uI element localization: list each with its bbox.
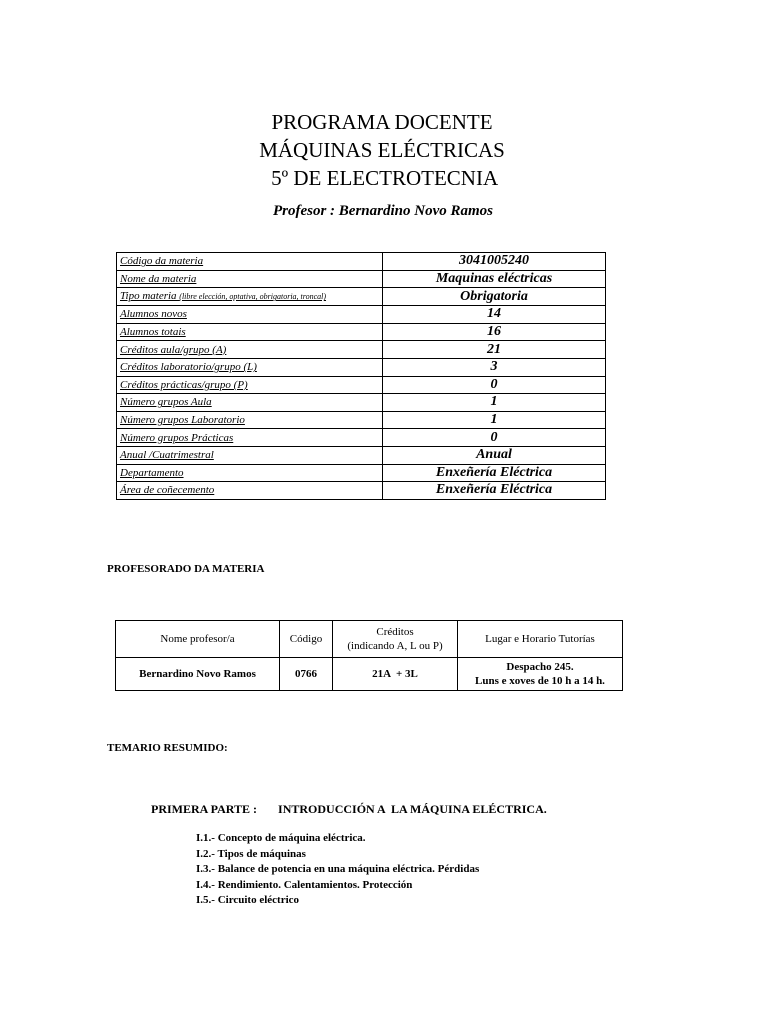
info-value: 14 (383, 306, 606, 324)
info-label-text: Nome da materia (120, 272, 197, 285)
info-label-text: Número grupos Aula (120, 396, 212, 409)
table-row (117, 341, 606, 359)
info-label-text: Número grupos Laboratorio (120, 414, 245, 427)
table-row (117, 464, 606, 482)
parte-title: INTRODUCCIÓN A LA MÁQUINA ELÉCTRICA. (278, 802, 547, 816)
info-value: 3 (383, 358, 606, 376)
prof-nome: Bernardino Novo Ramos (116, 658, 280, 691)
info-label (117, 429, 383, 447)
info-label-text: Departamento (120, 466, 184, 479)
table-row (117, 270, 606, 288)
info-value: 21 (383, 341, 606, 359)
prof-lugar-line2: Luns e xoves de 10 h a 14 h. (475, 675, 605, 687)
professor-name: Profesor : Bernardino Novo Ramos (272, 203, 493, 219)
info-label-text: Alumnos novos (120, 308, 187, 321)
info-label (117, 482, 383, 500)
info-label-text: Número grupos Prácticas (120, 431, 234, 444)
info-label (117, 464, 383, 482)
info-label-text: Área de coñecemento (120, 484, 215, 497)
parte-heading (151, 802, 547, 817)
table-row (117, 411, 606, 429)
table-row (117, 446, 606, 464)
info-label (117, 270, 383, 288)
info-label (117, 253, 383, 271)
info-value: 3041005240 (383, 253, 606, 271)
info-label (117, 411, 383, 429)
list-item: I.4.- Rendimiento. Calentamientos. Protección (196, 878, 413, 891)
table-row (117, 288, 606, 306)
info-value: 1 (383, 394, 606, 412)
info-value: Anual (383, 446, 606, 464)
info-value: Enxeñería Eléctrica (383, 482, 606, 500)
profesorado-table (115, 620, 623, 691)
info-label-text: Créditos prácticas/grupo (P) (120, 378, 248, 391)
info-label-text: Anual /Cuatrimestral (120, 449, 214, 462)
info-value: Enxeñería Eléctrica (383, 464, 606, 482)
info-label-text: Tipo materia (120, 290, 180, 303)
table-row (116, 658, 623, 691)
list-item: I.3.- Balance de potencia en una máquina eléctrica. Pérdidas (196, 863, 480, 875)
info-value: 1 (383, 411, 606, 429)
info-value: Maquinas eléctricas (383, 270, 606, 288)
info-label-text: Alumnos totais (120, 326, 186, 339)
info-value: 0 (383, 376, 606, 394)
info-label (117, 358, 383, 376)
temario-heading: TEMARIO RESUMIDO: (107, 742, 228, 754)
topic-list (196, 831, 479, 909)
info-label-note: (libre elección, optativa, obrigatoria, troncal) (179, 292, 327, 302)
prof-lugar (458, 658, 623, 691)
table-row (117, 482, 606, 500)
parte-label: PRIMERA PARTE : (151, 802, 258, 816)
col-creditos-header-line1: Créditos (376, 626, 414, 638)
table-row (117, 358, 606, 376)
table-row (117, 376, 606, 394)
prof-lugar-line1: Despacho 245. (506, 661, 574, 673)
info-value: 16 (383, 323, 606, 341)
info-label-text: Créditos aula/grupo (A) (120, 343, 227, 356)
info-label-text: Créditos laboratorio/grupo (L) (120, 361, 257, 374)
list-item: I.1.- Concepto de máquina eléctrica. (196, 832, 366, 844)
col-codigo-header: Código (280, 621, 333, 658)
course-info-body (117, 253, 606, 500)
col-nome-header: Nome profesor/a (116, 621, 280, 658)
table-row (117, 323, 606, 341)
title-line-1: PROGRAMA DOCENTE (271, 110, 493, 134)
course-info-table (116, 252, 606, 500)
prof-creditos: 21A + 3L (333, 658, 458, 691)
info-label-text: Código da materia (120, 255, 204, 268)
table-row (117, 394, 606, 412)
info-label (117, 341, 383, 359)
title-line-3: 5º DE ELECTROTECNIA (265, 166, 499, 190)
info-label (117, 288, 383, 306)
info-label (117, 446, 383, 464)
list-item: I.2.- Tipos de máquinas (196, 847, 306, 860)
prof-codigo: 0766 (280, 658, 333, 691)
info-value: Obrigatoria (383, 288, 606, 306)
col-lugar-header: Lugar e Horario Tutorías (458, 621, 623, 658)
profesorado-heading: PROFESORADO DA MATERIA (107, 563, 265, 575)
col-creditos-header-line2: (indicando A, L ou P) (347, 640, 443, 652)
col-creditos-header (333, 621, 458, 658)
info-label (117, 323, 383, 341)
info-label (117, 394, 383, 412)
table-row (117, 429, 606, 447)
document-title (0, 108, 768, 192)
profesorado-header-row (116, 621, 623, 658)
info-value: 0 (383, 429, 606, 447)
table-row (117, 306, 606, 324)
title-line-2: MÁQUINAS ELÉCTRICAS (259, 138, 505, 162)
table-row (117, 253, 606, 271)
info-label (117, 306, 383, 324)
list-item: I.5.- Circuito eléctrico (196, 894, 300, 906)
info-label (117, 376, 383, 394)
